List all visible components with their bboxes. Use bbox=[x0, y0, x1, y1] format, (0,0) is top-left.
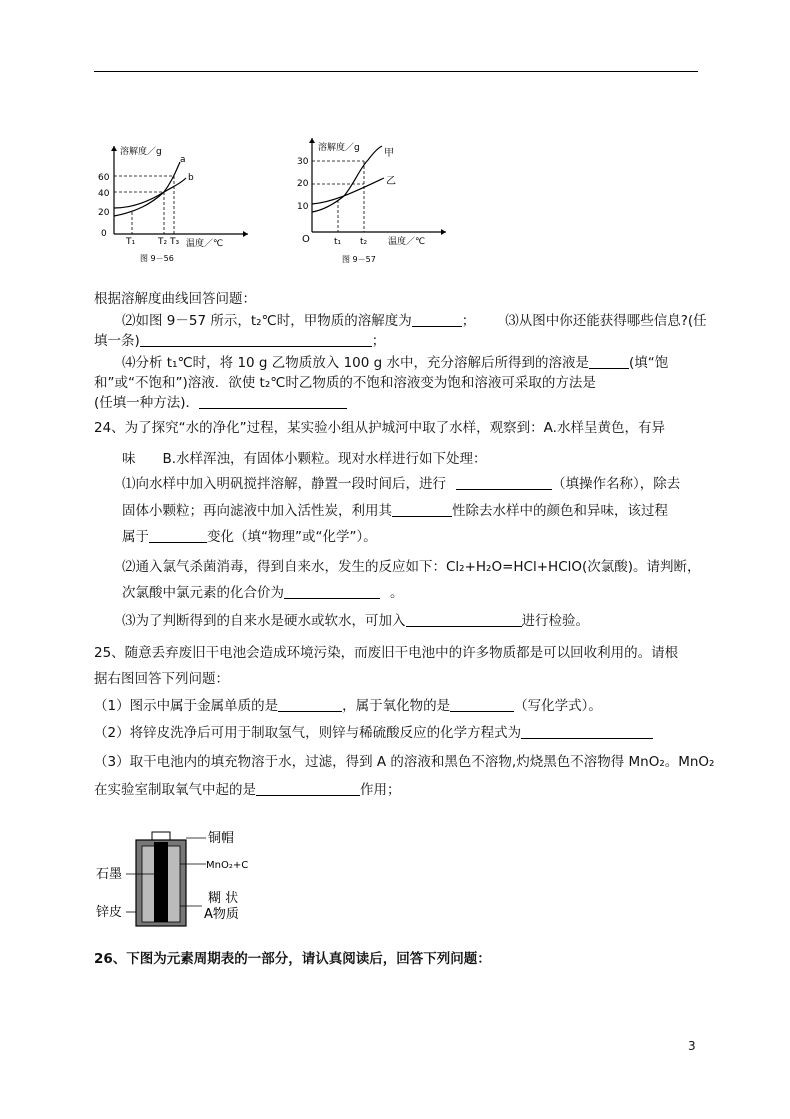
question-24-line3: ⑴向水样中加入明矾搅拌溶解，静置一段时间后，进行 （填操作名称），除去 bbox=[122, 476, 681, 492]
fig56-ytick: 60 bbox=[98, 173, 110, 183]
copper-cap-label: 铜帽 bbox=[208, 831, 235, 846]
answer-blank[interactable] bbox=[406, 613, 522, 627]
answer-blank[interactable] bbox=[278, 698, 342, 712]
answer-blank[interactable] bbox=[140, 333, 372, 347]
question-25-line3: （1）图示中属于金属单质的是 ，属于氧化物的是 （写化学式）。 bbox=[94, 698, 602, 714]
question-25-line5: （3）取干电池内的填充物溶于水，过滤，得到 A 的溶液和黑色不溶物,灼烧黑色不溶物得 MnO₂。MnO₂ bbox=[94, 754, 715, 770]
fig56-caption: 图 9－56 bbox=[140, 254, 174, 263]
question-26-line: 26、下图为元素周期表的一部分，请认真阅读后，回答下列问题： bbox=[94, 951, 491, 967]
question-24-line1: 24、为了探究“水的净化”过程，某实验小组从护城河中取了水样，观察到：A.水样呈黄色，有异 bbox=[94, 420, 665, 436]
fig57-origin: O bbox=[302, 234, 310, 245]
curve-a-label: a bbox=[180, 155, 186, 165]
fig57-xlabel: 温度／℃ bbox=[388, 237, 426, 247]
question-24-line4: 固体小颗粒；再向滤液中加入活性炭，利用其 性除去水样中的颜色和异味，该过程 bbox=[122, 503, 668, 519]
question-24-line7: 次氯酸中氯元素的化合价为 。 bbox=[122, 585, 404, 601]
question-4-method: (任填一种方法)． bbox=[94, 394, 347, 412]
curve-b-label: b bbox=[188, 173, 194, 183]
fig56-ylabel: 溶解度／g bbox=[120, 147, 162, 157]
answer-blank[interactable] bbox=[521, 725, 653, 739]
fig57-xtick: t₁ bbox=[334, 237, 342, 247]
fig56-xtick: T₃ bbox=[170, 237, 180, 247]
fig56-xtick: T₁ bbox=[126, 237, 136, 247]
question-25-line4: （2）将锌皮洗净后可用于制取氢气，则锌与稀硫酸反应的化学方程式为 bbox=[94, 724, 653, 742]
answer-blank[interactable] bbox=[456, 476, 552, 490]
answer-blank[interactable] bbox=[589, 355, 629, 369]
fig56-ytick: 0 bbox=[101, 229, 107, 239]
question-4-cont: 和”或“不饱和”)溶液．欲使 t₂℃时乙物质的不饱和溶液变为饱和溶液可采取的方法是 bbox=[94, 375, 596, 391]
answer-blank[interactable] bbox=[256, 782, 360, 796]
answer-blank[interactable] bbox=[284, 585, 380, 599]
question-4-line: ⑷分析 t₁℃时，将 10 g 乙物质放入 100 g 水中，充分溶解后所得到的溶液是 (填“饱 bbox=[122, 355, 669, 371]
paste-a-label: A物质 bbox=[204, 907, 239, 922]
fig57-caption: 图 9－57 bbox=[342, 255, 376, 264]
answer-blank[interactable] bbox=[199, 395, 347, 409]
fig57-ytick: 20 bbox=[297, 179, 309, 189]
curve-jia-label: 甲 bbox=[384, 148, 394, 159]
question-25-line2: 据右图回答下列问题： bbox=[94, 671, 229, 687]
answer-blank[interactable] bbox=[450, 698, 514, 712]
question-24-line2: 味 B.水样浑浊，有固体小颗粒。现对水样进行如下处理： bbox=[122, 451, 487, 467]
fig56-xtick: T₂ bbox=[158, 237, 168, 247]
zinc-label: 锌皮 bbox=[96, 905, 123, 920]
answer-blank[interactable] bbox=[149, 529, 207, 543]
question-25-line1: 25、随意丢弃废旧干电池会造成环境污染，而废旧干电池中的许多物质都是可以回收利用的。请根 bbox=[94, 645, 679, 661]
graphite-label: 石墨 bbox=[96, 867, 123, 882]
fig57-ylabel: 溶解度／g bbox=[318, 143, 360, 153]
intro-line: 根据溶解度曲线回答问题： bbox=[94, 291, 256, 307]
fig56-ytick: 20 bbox=[98, 208, 110, 218]
answer-blank[interactable] bbox=[392, 503, 452, 517]
page-number: 3 bbox=[688, 1039, 696, 1053]
question-24-line8: ⑶为了判断得到的自来水是硬水或软水，可加入 进行检验。 bbox=[122, 613, 589, 629]
battery-diagram bbox=[94, 826, 264, 938]
answer-blank[interactable] bbox=[412, 313, 462, 327]
fig56-xlabel: 温度／℃ bbox=[186, 239, 224, 249]
question-24-line6: ⑵通入氯气杀菌消毒，得到自来水，发生的反应如下：Cl₂+H₂O=HCl+HClO(次氯酸)。请判断， bbox=[122, 559, 701, 575]
question-25-line6: 在实验室制取氧气中起的是 作用； bbox=[94, 782, 401, 798]
question-2-line: ⑵如图 9－57 所示，t₂℃时，甲物质的溶解度为 ； ⑶从图中你还能获得哪些信息?(任 bbox=[122, 313, 707, 329]
header-rule bbox=[94, 71, 698, 72]
curve-yi-label: 乙 bbox=[386, 176, 396, 187]
question-24-line5: 属于 变化（填“物理”或“化学”）。 bbox=[122, 529, 377, 545]
fig56-ytick: 40 bbox=[98, 189, 110, 199]
solubility-figure-57 bbox=[294, 132, 454, 272]
fig57-ytick: 30 bbox=[297, 157, 309, 167]
paste-label: 糊 状 bbox=[208, 891, 239, 906]
mno2-label: MnO₂+C bbox=[206, 860, 249, 871]
question-3-line: 填一条) ； bbox=[94, 333, 386, 349]
curve-b bbox=[114, 178, 186, 208]
solubility-figure-56 bbox=[96, 140, 256, 272]
fig57-xtick: t₂ bbox=[360, 237, 368, 247]
fig57-ytick: 10 bbox=[297, 202, 309, 212]
